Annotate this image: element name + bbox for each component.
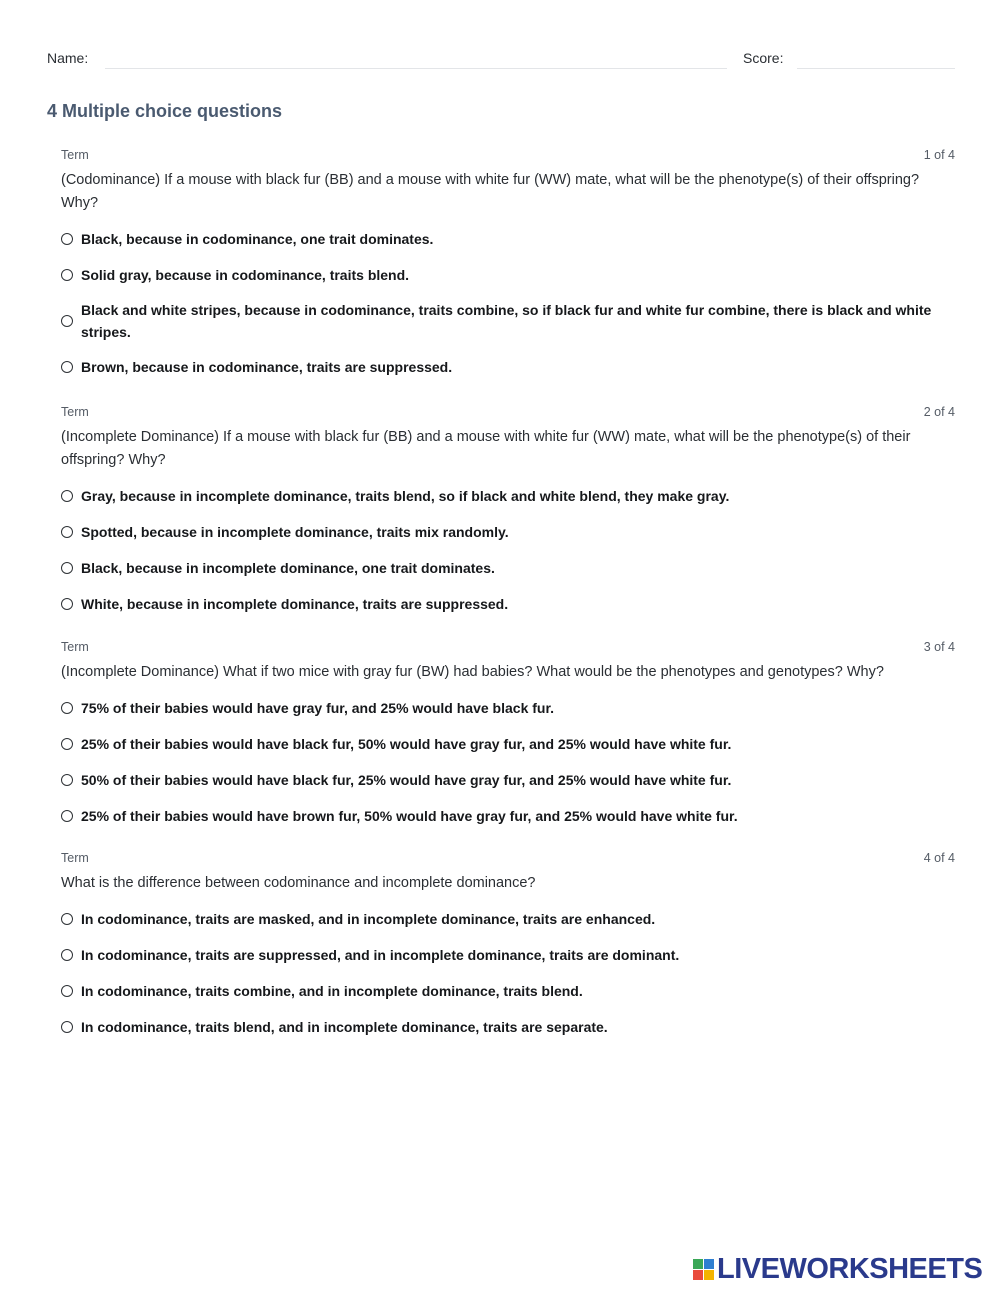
liveworksheets-logo [693, 1254, 982, 1284]
section-title: 4 Multiple choice questions [47, 101, 283, 121]
option-label: Black and white stripes, because in codominance, traits combine, so if black fur and white fur combine, there is black and white stripes. [81, 302, 932, 340]
term-row [61, 148, 955, 164]
score-field[interactable] [797, 68, 955, 69]
option-label: Black, because in incomplete dominance, one trait dominates. [81, 560, 495, 576]
question-3 [61, 640, 955, 834]
option-label: In codominance, traits blend, and in incomplete dominance, traits are separate. [81, 1019, 608, 1035]
option-list [61, 221, 955, 385]
name-label: Name: [47, 50, 89, 66]
option-label: White, because in incomplete dominance, traits are suppressed. [81, 596, 509, 612]
radio-button-icon[interactable] [61, 233, 73, 245]
question-2 [61, 405, 955, 622]
radio-button-icon[interactable] [61, 490, 73, 502]
logo-text: LIVEWORKSHEETS [717, 1252, 983, 1285]
option-label: In codominance, traits combine, and in incomplete dominance, traits blend. [81, 983, 583, 999]
option[interactable] [61, 550, 955, 586]
option[interactable] [61, 221, 955, 257]
option-label: In codominance, traits are suppressed, and in incomplete dominance, traits are dominant. [81, 947, 680, 963]
term-label: Term [61, 148, 89, 162]
option[interactable] [61, 1009, 955, 1045]
option[interactable] [61, 257, 955, 293]
question-text: (Incomplete Dominance) What if two mice with gray fur (BW) had babies? What would be the phenotypes and genotypes? Why? [61, 664, 884, 680]
option[interactable] [61, 478, 955, 514]
radio-button-icon[interactable] [61, 361, 73, 373]
question-text: (Incomplete Dominance) If a mouse with black fur (BB) and a mouse with white fur (WW) mate, what will be the phenotype(s) of their offspring? Why? [61, 429, 911, 468]
term-row [61, 405, 955, 421]
term-row [61, 640, 955, 656]
logo-tile-icon [704, 1259, 714, 1269]
radio-button-icon[interactable] [61, 269, 73, 281]
option-label: In codominance, traits are masked, and in incomplete dominance, traits are enhanced. [81, 911, 656, 927]
option-label: 75% of their babies would have gray fur, and 25% would have black fur. [81, 700, 555, 716]
option[interactable] [61, 901, 955, 937]
radio-button-icon[interactable] [61, 738, 73, 750]
option[interactable] [61, 349, 955, 385]
option-label: 25% of their babies would have black fur, 50% would have gray fur, and 25% would have white fur. [81, 736, 732, 752]
logo-tiles-icon [693, 1259, 714, 1280]
header-row [47, 50, 955, 70]
radio-button-icon[interactable] [61, 810, 73, 822]
logo-tile-icon [704, 1270, 714, 1280]
option-label: 25% of their babies would have brown fur, 50% would have gray fur, and 25% would have white fur. [81, 808, 738, 824]
option[interactable] [61, 586, 955, 622]
radio-button-icon[interactable] [61, 315, 73, 327]
option-label: Spotted, because in incomplete dominance, traits mix randomly. [81, 524, 509, 540]
logo-tile-icon [693, 1259, 703, 1269]
name-field[interactable] [105, 68, 727, 69]
term-label: Term [61, 851, 89, 865]
option[interactable] [61, 514, 955, 550]
radio-button-icon[interactable] [61, 985, 73, 997]
question-counter: 1 of 4 [923, 148, 955, 162]
radio-button-icon[interactable] [61, 702, 73, 714]
term-label: Term [61, 640, 89, 654]
question-text: What is the difference between codominance and incomplete dominance? [61, 875, 536, 891]
option[interactable] [61, 937, 955, 973]
term-row [61, 851, 955, 867]
option-label: 50% of their babies would have black fur, 25% would have gray fur, and 25% would have white fur. [81, 772, 732, 788]
radio-button-icon[interactable] [61, 562, 73, 574]
radio-button-icon[interactable] [61, 526, 73, 538]
question-counter: 4 of 4 [923, 851, 955, 865]
option-label: Gray, because in incomplete dominance, traits blend, so if black and white blend, they make gray. [81, 488, 730, 504]
score-label: Score: [743, 50, 784, 66]
term-label: Term [61, 405, 89, 419]
option-list [61, 690, 955, 834]
question-text: (Codominance) If a mouse with black fur (BB) and a mouse with white fur (WW) mate, what will be the phenotype(s) of their offspring? Why? [61, 172, 920, 211]
radio-button-icon[interactable] [61, 598, 73, 610]
option[interactable] [61, 762, 955, 798]
option-list [61, 478, 955, 622]
option[interactable] [61, 973, 955, 1009]
question-4 [61, 851, 955, 1045]
logo-tile-icon [693, 1270, 703, 1280]
option[interactable] [61, 798, 955, 834]
option-list [61, 901, 955, 1045]
option[interactable] [61, 293, 955, 349]
radio-button-icon[interactable] [61, 1021, 73, 1033]
question-1 [61, 148, 955, 385]
radio-button-icon[interactable] [61, 774, 73, 786]
option-label: Black, because in codominance, one trait dominates. [81, 231, 434, 247]
option[interactable] [61, 726, 955, 762]
option-label: Solid gray, because in codominance, traits blend. [81, 267, 410, 283]
question-counter: 2 of 4 [923, 405, 955, 419]
radio-button-icon[interactable] [61, 949, 73, 961]
option-label: Brown, because in codominance, traits are suppressed. [81, 359, 453, 375]
question-counter: 3 of 4 [923, 640, 955, 654]
option[interactable] [61, 690, 955, 726]
radio-button-icon[interactable] [61, 913, 73, 925]
